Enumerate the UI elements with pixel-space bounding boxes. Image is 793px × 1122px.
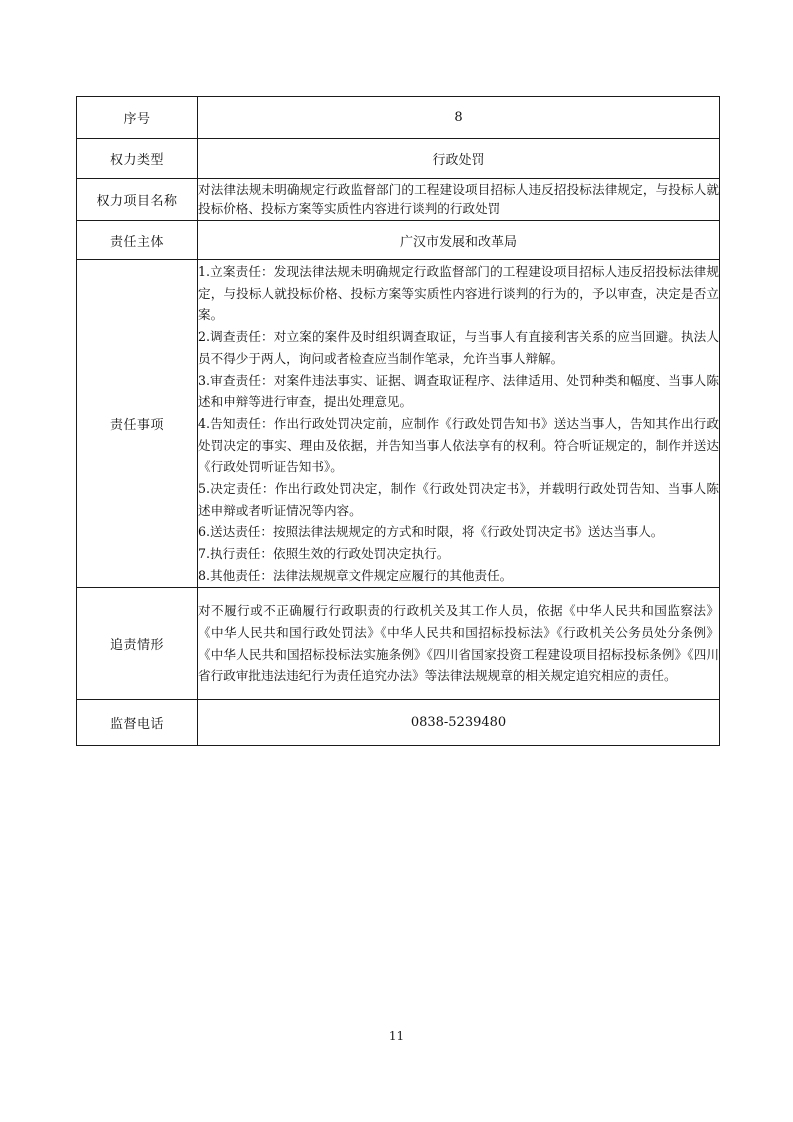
accountability-value: 对不履行或不正确履行行政职责的行政机关及其工作人员，依据《中华人民共和国监察法》《中华人民共和国行政处罚法》《中华人民共和国招标投标法》《行政机关公务员处分条例》《中华人民共和国招标投标法实施条例》《四川省国家投资工程建设项目招标投标条例》《四川省行政审批违法违纪行为责任追究办法》等法律法规规章的相关规定追究相应的责任。 [198,587,720,699]
duty-item: 4.告知责任：作出行政处罚决定前，应制作《行政处罚告知书》送达当事人，告知其作出行政处罚决定的事实、理由及依据，并告知当事人依法享有的权利。符合听证规定的，制作并送达《行政处罚听证告知书》。 [198,415,719,475]
power-name-row [77,179,720,221]
serial-value: 8 [198,97,720,139]
duty-item: 3.审查责任：对案件违法事实、证据、调查取证程序、法律适用、处罚种类和幅度、当事人陈述和申辩等进行审查，提出处理意见。 [198,372,719,410]
power-type-row [77,139,720,179]
duty-item: 5.决定责任：作出行政处罚决定，制作《行政处罚决定书》，并载明行政处罚告知、当事人陈述申辩或者听证情况等内容。 [198,481,719,518]
page-number: 11 [388,1029,405,1043]
duty-item: 7.执行责任：依照生效的行政处罚决定执行。 [198,546,450,562]
power-type-value: 行政处罚 [198,139,720,179]
responsible-subject-row [77,221,720,260]
duty-item: 8.其他责任：法律法规规章文件规定应履行的其他责任。 [198,567,513,583]
duty-item: 2.调查责任：对立案的案件及时组织调查取证，与当事人有直接利害关系的应当回避。执法人员不得少于两人，询问或者检查应当制作笔录，允许当事人辩解。 [198,329,719,366]
supervision-phone-label: 监督电话 [77,699,198,745]
responsible-subject-label: 责任主体 [77,221,198,260]
power-list-table [76,96,720,746]
accountability-row [77,587,720,699]
responsible-subject-value: 广汉市发展和改革局 [198,221,720,260]
power-name-label: 权力项目名称 [77,179,198,221]
duties-list [198,260,720,588]
supervision-phone-value: 0838-5239480 [198,699,720,745]
serial-row [77,97,720,139]
duties-row [77,260,720,588]
power-type-label: 权力类型 [77,139,198,179]
accountability-label: 追责情形 [77,587,198,699]
duty-item: 6.送达责任：按照法律法规规定的方式和时限，将《行政处罚决定书》送达当事人。 [198,524,664,540]
duties-label: 责任事项 [77,260,198,588]
serial-label: 序号 [77,97,198,139]
power-name-value: 对法律法规未明确规定行政监督部门的工程建设项目招标人违反招投标法律规定，与投标人就投标价格、投标方案等实质性内容进行谈判的行政处罚 [198,179,720,221]
duty-item: 1.立案责任：发现法律法规未明确规定行政监督部门的工程建设项目招标人违反招投标法律规定，与投标人就投标价格、投标方案等实质性内容进行谈判的行为的，予以审查，决定是否立案。 [198,264,719,323]
supervision-phone-row [77,699,720,745]
